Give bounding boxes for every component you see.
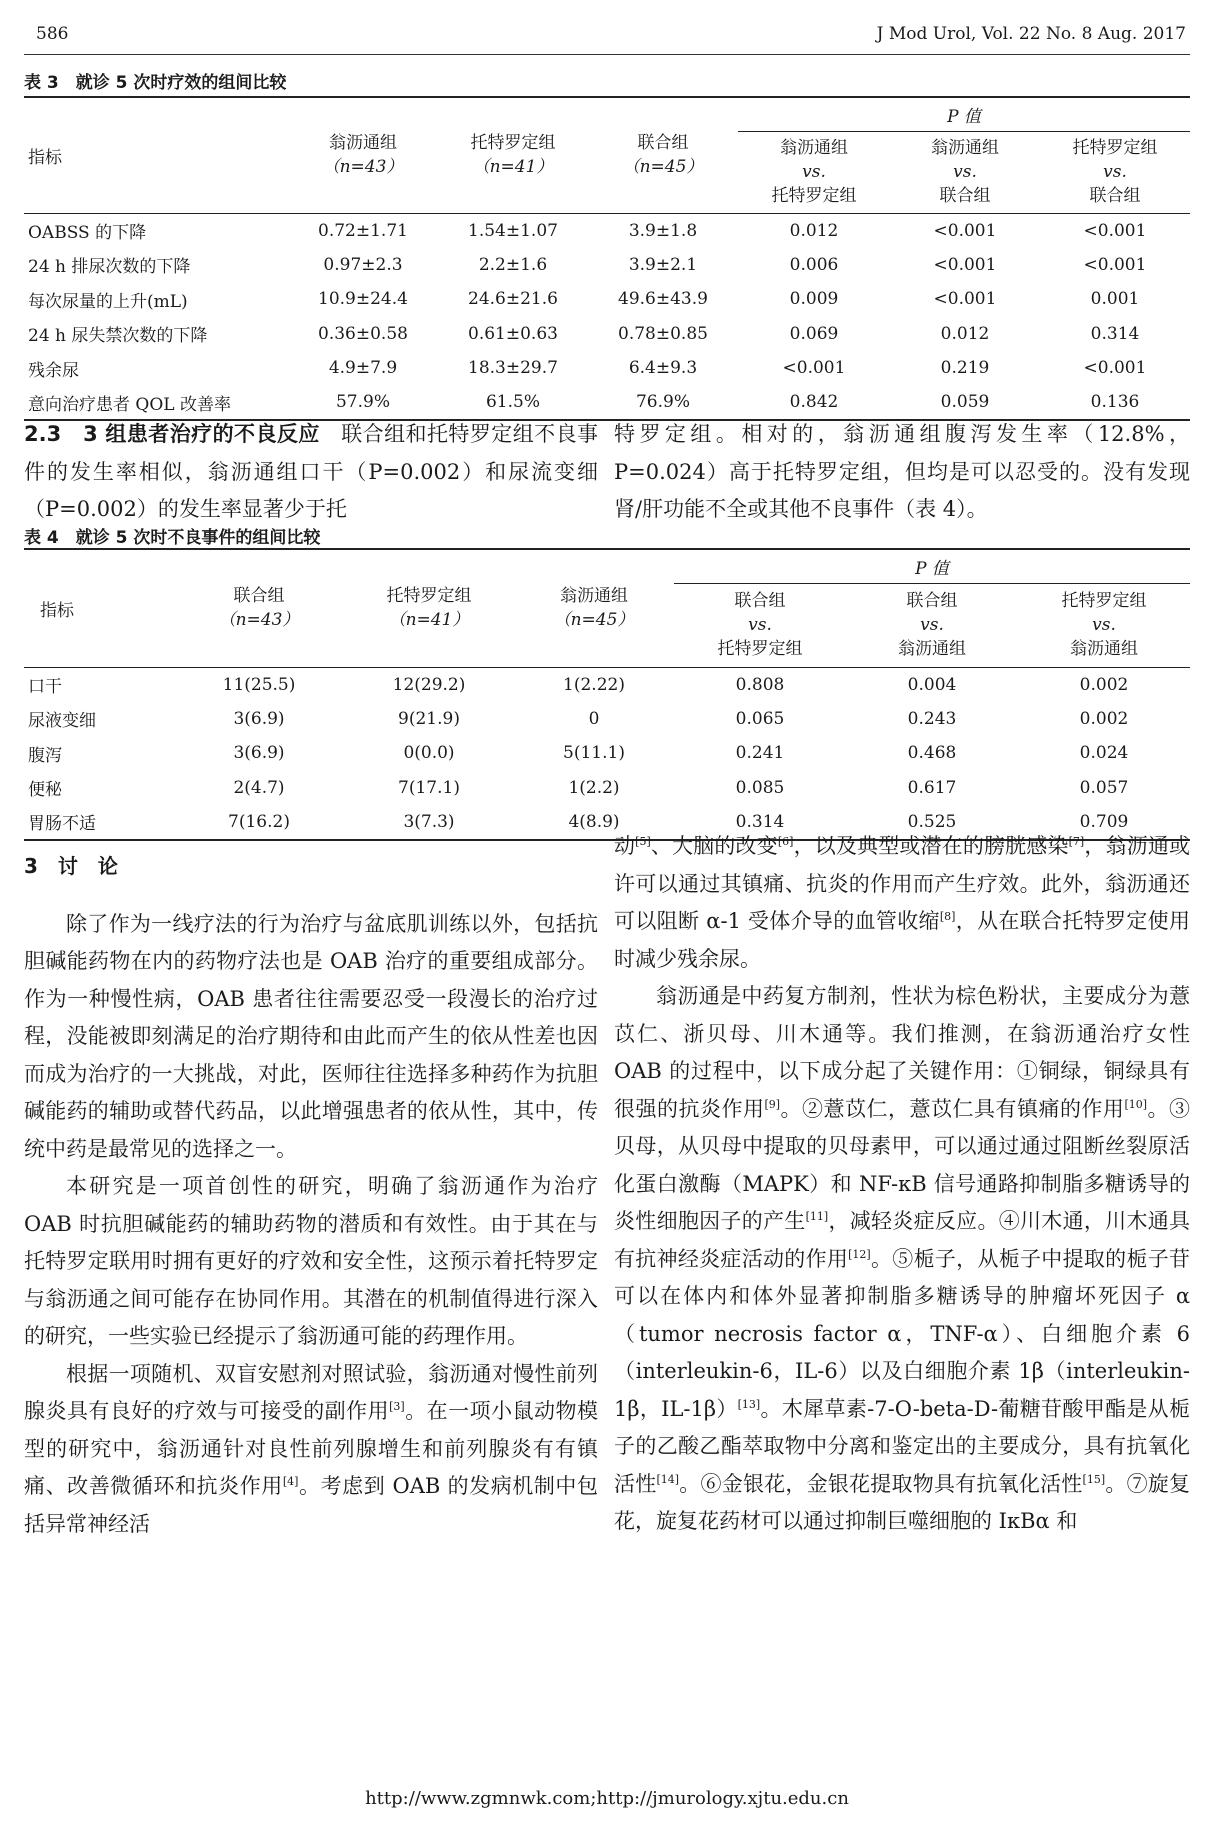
table-cell: 0.057: [1079, 777, 1129, 798]
table3-header-group: 联合组 （n=45）: [588, 97, 738, 213]
citation-ref: [10]: [1124, 1097, 1148, 1111]
table-cell: 6.4±9.3: [628, 358, 698, 379]
citation-ref: [15]: [1082, 1472, 1106, 1486]
table-cell: 57.9%: [288, 386, 438, 421]
table3-comparison: 翁沥通组 vs. 托特罗定组: [738, 131, 890, 213]
table-cell: 0.004: [907, 674, 957, 695]
row-label: 24 h 尿失禁次数的下降: [28, 326, 208, 347]
table-cell: 7(17.1): [398, 777, 460, 798]
table-cell: 1.54±1.07: [468, 220, 558, 241]
table-cell: 0(0.0): [403, 743, 455, 764]
table-cell: 0.617: [907, 777, 957, 798]
table3-header-indicator: 指标: [24, 97, 288, 213]
table-cell: 24.6±21.6: [468, 289, 558, 310]
row-label: 胃肠不适: [24, 805, 174, 840]
table3-comparison: 翁沥通组 vs. 联合组: [890, 131, 1040, 213]
table4-header-group: 联合组 （n=43）: [174, 549, 344, 667]
table-cell: 4.9±7.9: [328, 358, 398, 379]
table4-header-group: 翁沥通组 （n=45）: [514, 549, 674, 667]
table-cell: 10.9±24.4: [318, 289, 408, 310]
table-row: [24, 213, 1190, 248]
citation-ref: [5]: [635, 835, 651, 848]
running-header: [24, 20, 1190, 50]
discussion-heading: 3 讨 论: [24, 854, 118, 878]
row-label: 24 h 排尿次数的下降: [28, 257, 191, 278]
table-cell: 0.012: [789, 220, 839, 241]
table-cell: 0.002: [1079, 674, 1129, 695]
table-row: [24, 386, 1190, 421]
footer-urls: http://www.zgmnwk.com;http://jmurology.xjtu.edu.cn: [365, 1788, 849, 1809]
table3-header-group: 托特罗定组 （n=41）: [438, 97, 588, 213]
table-cell: 0.241: [735, 743, 785, 764]
table-cell: <0.001: [933, 289, 997, 310]
table4-comparison: 托特罗定组 vs. 翁沥通组: [1018, 583, 1190, 667]
row-label: 腹泻: [28, 745, 62, 766]
table-cell: 0.61±0.63: [468, 323, 558, 344]
page-number: 586: [36, 24, 69, 44]
header-rule: [24, 54, 1190, 55]
discussion-paragraph: 除了作为一线疗法的行为治疗与盆底肌训练以外，包括抗胆碱能药物在内的药物疗法也是 OAB 治疗的重要组成部分。作为一种慢性病，OAB 患者往往需要忍受一段漫长的治疗过程，没能被即刻满足的治疗期待和由此而产生的依从性差也因而成为治疗的一大挑战，对此，医师往往选择多种药作为抗胆碱能药的辅助或替代药品，以此增强患者的依从性，其中，传统中药是最常见的选择之一。: [24, 911, 598, 1161]
citation-ref: [9]: [764, 1097, 781, 1111]
table4-header-group: 托特罗定组 （n=41）: [344, 549, 514, 667]
row-label: 口干: [28, 677, 62, 697]
table-cell: 0.002: [1079, 708, 1129, 729]
table-cell: 1(2.2): [568, 777, 620, 798]
discussion-paragraph: 本研究是一项首创性的研究，明确了翁沥通作为治疗 OAB 时抗胆碱能药的辅助药物的潜质和有效性。由于其在与托特罗定联用时拥有更好的疗效和安全性，这预示着托特罗定与翁沥通之间可能存在协同作用。其潜在的机制值得进行深入的研究，一些实验已经提示了翁沥通可能的药理作用。: [24, 1174, 598, 1348]
table-cell: 0.709: [1018, 805, 1190, 840]
table-cell: 0.006: [789, 254, 839, 275]
table4: [24, 548, 1190, 841]
table-cell: <0.001: [782, 358, 846, 379]
citation-ref: [12]: [848, 1247, 871, 1261]
table-cell: <0.001: [1083, 220, 1147, 241]
table-cell: 3(6.9): [233, 743, 285, 764]
table-cell: 76.9%: [588, 386, 738, 421]
table-cell: 0.243: [907, 708, 957, 729]
table-cell: 3(6.9): [233, 708, 285, 729]
table4-caption: 表 4 就诊 5 次时不良事件的组间比较: [24, 528, 321, 548]
citation-ref: [4]: [282, 1475, 299, 1488]
table-row: [24, 771, 1190, 806]
row-label: 意向治疗患者 QOL 改善率: [24, 386, 288, 421]
table-cell: 0.059: [890, 386, 1040, 421]
table-row: [24, 317, 1190, 352]
table-cell: 0.065: [735, 708, 785, 729]
table-row: [24, 667, 1190, 702]
table-cell: 4(8.9): [514, 805, 674, 840]
table-cell: 0.36±0.58: [318, 323, 408, 344]
discussion-right-column: [614, 828, 1190, 1541]
table-cell: 3.9±1.8: [628, 220, 698, 241]
table-cell: 0: [588, 708, 600, 729]
table4-header-indicator: 指标: [24, 549, 174, 667]
table-row: [24, 351, 1190, 386]
table-cell: <0.001: [1083, 358, 1147, 379]
citation-ref: [8]: [939, 910, 956, 923]
table-cell: 3.9±2.1: [628, 254, 698, 275]
table-cell: 18.3±29.7: [468, 358, 558, 379]
row-label: 每次尿量的上升(mL): [28, 291, 188, 312]
table-cell: 9(21.9): [398, 708, 460, 729]
table-cell: 11(25.5): [222, 674, 296, 695]
section-2-3-heading: 2.3 3 组患者治疗的不良反应: [24, 422, 320, 446]
table3: [24, 96, 1190, 421]
row-label: OABSS 的下降: [28, 223, 147, 243]
section-2-3-left: [24, 416, 598, 529]
citation-ref: [6]: [777, 835, 794, 848]
table-cell: <0.001: [1083, 254, 1147, 275]
table-cell: 2.2±1.6: [478, 254, 548, 275]
table-row: [24, 248, 1190, 283]
table-cell: 5(11.1): [563, 743, 625, 764]
table-cell: 0.468: [907, 743, 957, 764]
table-cell: 0.085: [735, 777, 785, 798]
journal-citation: J Mod Urol, Vol. 22 No. 8 Aug. 2017: [876, 24, 1186, 44]
section-2-3-text-right: 特罗定组。相对的，翁沥通组腹泻发生率（12.8%，P=0.024）高于托特罗定组，但均是可以忍受的。没有发现肾/肝功能不全或其他不良事件（表 4）。: [614, 422, 1190, 521]
row-label: 残余尿: [28, 360, 79, 381]
table-cell: 7(16.2): [174, 805, 344, 840]
table-cell: 0.97±2.3: [323, 254, 403, 275]
discussion-paragraph: 翁沥通是中药复方制剂，性状为棕色粉状，主要成分为薏苡仁、浙贝母、川木通等。我们推测，在翁沥通治疗女性 OAB 的过程中，以下成分起了关键作用：①铜绿，铜绿具有很强的抗炎作用[9]。②薏苡仁，薏苡仁具有镇痛的作用[10]。③贝母，从贝母中提取的贝母素甲，可以通过通过阻断丝裂原活化蛋白激酶（MAPK）和 NF-κB 信号通路抑制脂多糖诱导的炎性细胞因子的产生[11]，减轻炎症反应。④川木通，川木通具有抗神经炎症活动的作用[12]。⑤栀子，从栀子中提取的栀子苷可以在体内和体外显著抑制脂多糖诱导的肿瘤坏死因子 α（tumor necrosis factor α，TNF-α）、白细胞介素 6（interleukin-6，IL-6）以及白细胞介素 1β（interleukin-1β，IL-1β）[13]。木犀草素-7-O-beta-D-葡糖苷酸甲酯是从栀子的乙酸乙酯萃取物中分离和鉴定出的主要成分，具有抗氧化活性[14]。⑥金银花，金银花提取物具有抗氧化活性[15]。⑦旋复花，旋复花药材可以通过抑制巨噬细胞的 IκBα 和: [614, 984, 1191, 1533]
citation-ref: [11]: [805, 1210, 829, 1223]
discussion-paragraph: 根据一项随机、双盲安慰剂对照试验，翁沥通对慢性前列腺炎具有良好的疗效与可接受的副作用[3]。在一项小鼠动物模型的研究中，翁沥通针对良性前列腺增生和前列腺炎有有镇痛、改善微循环和抗炎作用[4]。考虑到 OAB 的发病机制中包括异常神经活: [24, 1361, 599, 1536]
table-cell: 0.136: [1040, 386, 1190, 421]
discussion-paragraph: 动[5]、大脑的改变[6]，以及典型或潜在的膀胱感染[7]，翁沥通或许可以通过其镇痛、抗炎的作用而产生疗效。此外，翁沥通还可以阻断 α-1 受体介导的血管收缩[8]，从在联合托特罗定使用时减少残余尿。: [614, 834, 1190, 971]
citation-ref: [14]: [656, 1472, 680, 1486]
table-cell: 0.314: [674, 805, 846, 840]
row-label: 尿液变细: [28, 711, 96, 732]
table3-header-group: 翁沥通组 （n=43）: [288, 97, 438, 213]
table-cell: 3(7.3): [344, 805, 514, 840]
citation-ref: [7]: [1068, 835, 1085, 848]
table-cell: 0.314: [1090, 323, 1140, 344]
table4-comparison: 联合组 vs. 翁沥通组: [846, 583, 1018, 667]
table-cell: 0.808: [735, 674, 785, 695]
table-cell: 0.219: [940, 358, 990, 379]
table-cell: 2(4.7): [233, 777, 285, 798]
table-cell: <0.001: [933, 220, 997, 241]
row-label: 便秘: [28, 780, 62, 801]
table-cell: 0.069: [789, 323, 839, 344]
table-cell: 0.012: [940, 323, 990, 344]
section-2-3-text-left: 联合组和托特罗定组不良事件的发生率相似，翁沥通组口干（P=0.002）和尿流变细（P=0.002）的发生率显著少于托: [24, 422, 599, 521]
table-cell: 0.024: [1079, 743, 1129, 764]
table-cell: <0.001: [933, 254, 997, 275]
table-row: [24, 702, 1190, 737]
table-cell: 0.009: [789, 289, 839, 310]
table3-p-header: P 值: [738, 97, 1190, 131]
discussion-left-column: [24, 848, 598, 1543]
table3-comparison: 托特罗定组 vs. 联合组: [1040, 131, 1190, 213]
table-cell: 12(29.2): [392, 674, 466, 695]
table-cell: 0.842: [738, 386, 890, 421]
table-row: [24, 282, 1190, 317]
citation-ref: [3]: [389, 1400, 405, 1413]
table-cell: 1(2.22): [563, 674, 625, 695]
table-cell: 0.72±1.71: [318, 220, 408, 241]
section-2-3-right: [614, 416, 1190, 529]
table-cell: 0.78±0.85: [618, 323, 708, 344]
table4-p-header: P 值: [674, 549, 1190, 583]
table-cell: 0.001: [1090, 289, 1140, 310]
table3-caption: 表 3 就诊 5 次时疗效的组间比较: [24, 73, 287, 93]
table4-comparison: 联合组 vs. 托特罗定组: [674, 583, 846, 667]
table-cell: 49.6±43.9: [618, 289, 708, 310]
table-row: [24, 736, 1190, 771]
table-cell: 0.525: [846, 805, 1018, 840]
citation-ref: [13]: [737, 1397, 761, 1411]
table-cell: 61.5%: [438, 386, 588, 421]
